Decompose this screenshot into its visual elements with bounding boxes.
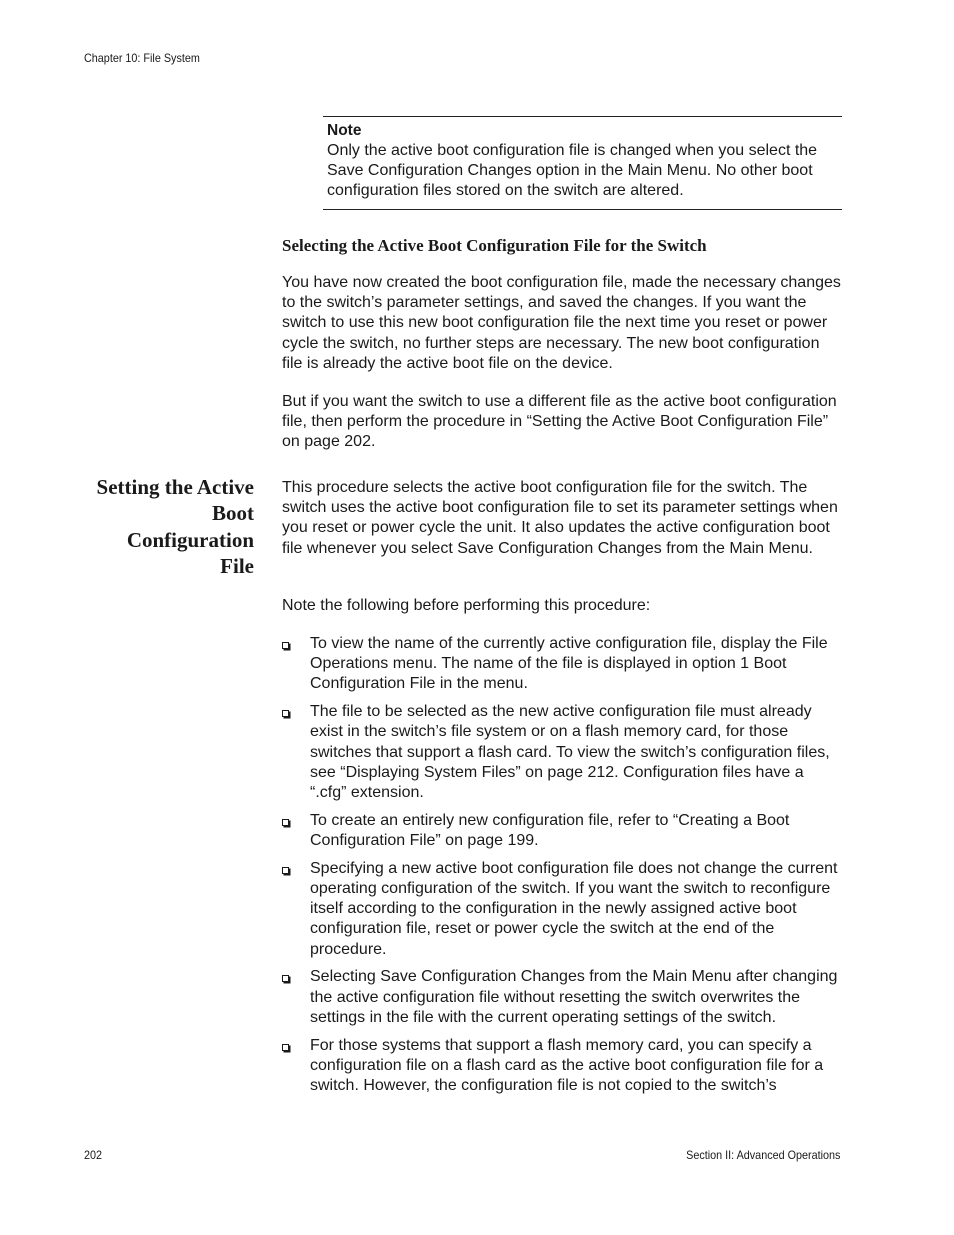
running-header: Chapter 10: File System [84,51,200,65]
paragraph-note-following: Note the following before performing this procedure: [282,597,651,614]
checkbox-bullet-icon [282,867,289,874]
checkbox-bullet-icon [282,975,289,982]
list-item [280,859,844,960]
list-item-text: The file to be selected as the new active configuration file must already exist in the switch’s file system or on a flash memory card, for those switches that support a flash card. To view the switch’s configuration files, see “Displaying System Files” on page 212. Configuration files have a “.cfg” extension. [310,703,830,802]
side-heading-line: Configuration [126,527,254,552]
list-item [280,702,844,803]
note-box [323,116,842,210]
checkbox-bullet-icon [282,1044,289,1051]
list-item-text: To view the name of the currently active configuration file, display the File Operations menu. The name of the file is displayed in option 1 Boot Configuration File in the menu. [310,635,828,693]
list-item [280,967,844,1028]
list-item [280,1036,844,1097]
list-item [280,634,844,695]
section-subheading: Selecting the Active Boot Configuration File for the Switch [282,236,707,255]
paragraph-procedure-intro: This procedure selects the active boot configuration file for the switch. The switch uses the active boot configuration file to set its parameter settings when you reset or power cycle the unit. It also updates the active configuration boot file whenever you select Save Configuration Changes from the Main Menu. [282,479,838,557]
paragraph-new-boot-file: You have now created the boot configuration file, made the necessary changes to the switch’s parameter settings, and saved the changes. If you want the switch to use this new boot configuration file the next time you reset or power cycle the switch, no further steps are necessary. The new boot configuration file is already the active boot file on the device. [282,274,841,372]
checkbox-bullet-icon [282,710,289,717]
side-heading-line: Setting the Active [96,475,254,499]
note-text: Only the active boot configuration file is changed when you select the Save Configuration Changes option in the Main Menu. No other boot configuration files stored on the switch are altered. [327,142,818,200]
checkbox-bullet-icon [282,819,289,826]
bullet-list [280,634,844,1104]
page-number: 202 [84,1148,103,1162]
list-item-text: Selecting Save Configuration Changes from the Main Menu after changing the active configuration file without resetting the switch overwrites the settings in the file with the current operating settings of the switch. [310,968,838,1026]
side-heading [60,474,254,579]
list-item-text: To create an entirely new configuration file, refer to “Creating a Boot Configuration File” on page 199. [310,811,790,850]
list-item-text: For those systems that support a flash memory card, you can specify a configuration file on a flash card as the active boot configuration file for a switch. However, the configuration file is not copied to the switch’s [310,1036,824,1095]
side-heading-line: Boot [212,501,254,526]
checkbox-bullet-icon [282,642,289,649]
note-title: Note [327,122,362,139]
side-heading-line: File [220,553,254,578]
list-item [280,811,844,851]
paragraph-different-file: But if you want the switch to use a different file as the active boot configuration file, then perform the procedure in “Setting the Active Boot Configuration File” on page 202. [282,393,837,451]
list-item-text: Specifying a new active boot configuration file does not change the current operating configuration of the switch. If you want the switch to reconfigure itself according to the configuration in the newly assigned active boot configuration file, reset or power cycle the switch at the end of the procedure. [310,859,838,958]
footer-section-title: Section II: Advanced Operations [685,1148,840,1162]
